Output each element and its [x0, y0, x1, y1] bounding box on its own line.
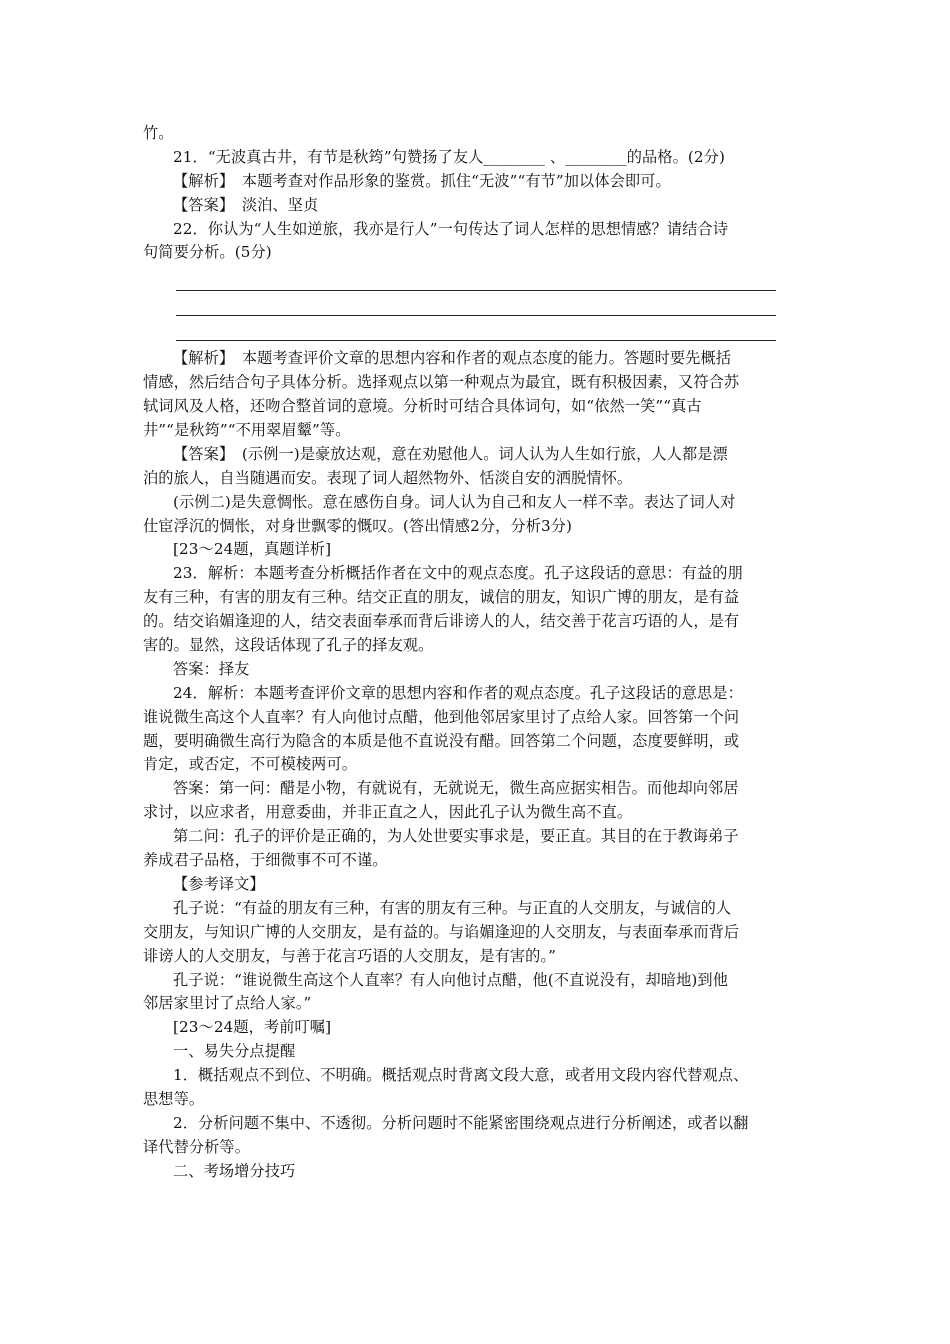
text-line: 友有三种，有害的朋友有三种。结交正直的朋友，诚信的朋友，知识广博的朋友，是有益 — [143, 588, 740, 607]
text-line: 诽谤人的人交朋友，与善于花言巧语的人交朋友，是有害的。” — [143, 946, 557, 965]
text-line: 【答案】 (示例一)是豪放达观，意在劝慰他人。词人认为人生如行旅，人人都是漂 — [173, 444, 728, 463]
text-line: 泊的旅人，自当随遇而安。表现了词人超然物外、恬淡自安的洒脱情怀。 — [143, 468, 633, 487]
text-line: 24．解析：本题考查评价文章的思想内容和作者的观点态度。孔子这段话的意思是： — [173, 683, 743, 702]
text-line: [23～24题，真题详析] — [173, 540, 332, 559]
text-line: 【答案】 淡泊、坚贞 — [173, 195, 319, 214]
text-line: 轼词风及人格，还吻合整首词的意境。分析时可结合具体词句，如“依然一笑”“真古 — [143, 397, 702, 416]
text-line: 仕宦浮沉的惆怅，对身世飘零的慨叹。(答出情感2分，分析3分) — [143, 516, 573, 535]
text-line: 肯定，或否定，不可模棱两可。 — [143, 755, 358, 774]
text-line: 1．概括观点不到位、不明确。概括观点时背离文段大意，或者用文段内容代替观点、 — [173, 1066, 749, 1085]
text-line: 一、易失分点提醒 — [173, 1042, 296, 1061]
text-line: 【解析】 本题考查对作品形象的鉴赏。抓住“无波”“有节”加以体会即可。 — [173, 171, 671, 190]
text-line: 害的。显然，这段话体现了孔子的择友观。 — [143, 636, 434, 655]
text-line: 2．分析问题不集中、不透彻。分析问题时不能紧密围绕观点进行分析阐述，或者以翻 — [173, 1113, 749, 1132]
text-line: 句简要分析。(5分) — [143, 243, 272, 262]
text-line: 第二问：孔子的评价是正确的，为人处世要实事求是，要正直。其目的在于教诲弟子 — [173, 827, 739, 846]
text-line: 情感，然后结合句子具体分析。选择观点以第一种观点为最宜，既有积极因素，又符合苏 — [143, 373, 740, 392]
text-line: 21．“无波真古井，有节是秋筠”句赞扬了友人________ 、________的品格。(2分) — [173, 147, 725, 166]
text-line: 答案：择友 — [173, 659, 250, 678]
text-line: [23～24题，考前叮嘱] — [173, 1018, 332, 1037]
text-line: 题，要明确微生高行为隐含的本质是他不直说没有醋。回答第二个问题，态度要鲜明，或 — [143, 731, 740, 750]
text-line: 【解析】 本题考查评价文章的思想内容和作者的观点态度的能力。答题时要先概括 — [173, 349, 732, 368]
text-line: 交朋友，与知识广博的人交朋友，是有益的。与谄媚逢迎的人交朋友，与表面奉承而背后 — [143, 922, 740, 941]
text-line: 孔子说：“谁说微生高这个人直率？有人向他讨点醋，他(不直说没有，却暗地)到他 — [173, 970, 728, 989]
text-line: 井”“是秋筠”“不用翠眉颦”等。 — [143, 421, 351, 440]
section-answers-22-24 — [143, 347, 809, 1183]
text-line: 【参考译文】 — [173, 874, 265, 893]
section-answers-21-22 — [143, 122, 809, 265]
answer-line-1[interactable] — [176, 290, 776, 291]
text-line: (示例二)是失意惆怅。意在感伤自身。词人认为自己和友人一样不幸。表达了词人对 — [173, 492, 736, 511]
text-line: 23．解析：本题考查分析概括作者在文中的观点态度。孔子这段话的意思：有益的朋 — [173, 564, 743, 583]
text-line: 求讨，以应求者，用意委曲，并非正直之人，因此孔子认为微生高不直。 — [143, 803, 633, 822]
text-line: 谁说微生高这个人直率？有人向他讨点醋，他到他邻居家里讨了点给人家。回答第一个问 — [143, 707, 740, 726]
text-line: 答案：第一问：醋是小物，有就说有，无就说无，微生高应据实相告。而他却向邻居 — [173, 779, 739, 798]
answer-line-3[interactable] — [176, 340, 776, 341]
text-line: 竹。 — [143, 124, 174, 142]
text-line: 孔子说：“有益的朋友有三种，有害的朋友有三种。与正直的人交朋友，与诚信的人 — [173, 898, 732, 917]
document-body — [143, 122, 809, 1184]
text-line: 的。结交谄媚逢迎的人，结交表面奉承而背后诽谤人的人，结交善于花言巧语的人，是有 — [143, 612, 740, 631]
answer-line-2[interactable] — [176, 315, 776, 316]
text-line: 二、考场增分技巧 — [173, 1161, 296, 1180]
answer-blank-area — [143, 265, 809, 347]
text-line: 思想等。 — [143, 1089, 205, 1108]
text-line: 养成君子品格，于细微事不可不谨。 — [143, 851, 388, 870]
text-line: 邻居家里讨了点给人家。” — [143, 994, 312, 1013]
text-line: 译代替分析等。 — [143, 1137, 251, 1156]
text-line: 22．你认为“人生如逆旅，我亦是行人”一句传达了词人怎样的思想情感？请结合诗 — [173, 219, 729, 238]
